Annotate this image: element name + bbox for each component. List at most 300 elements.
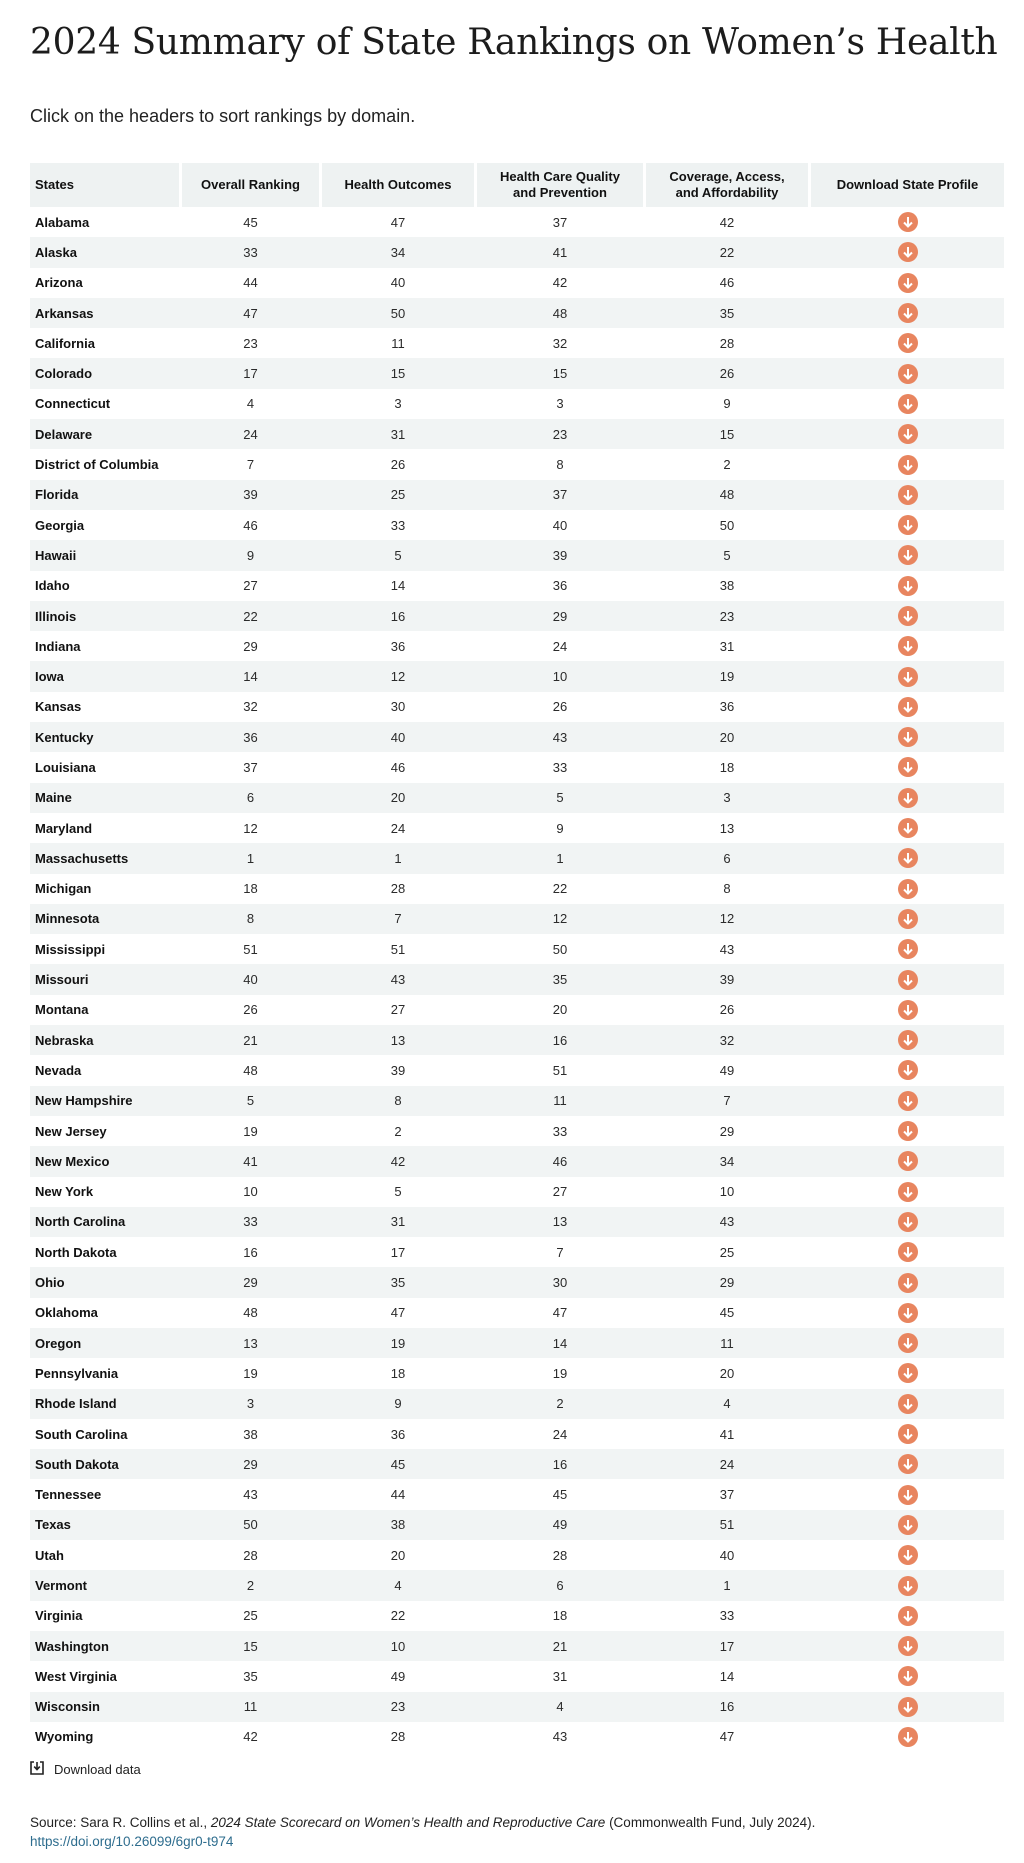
- table-row: [30, 1631, 1004, 1661]
- overall-ranking: 27: [182, 571, 322, 601]
- download-state-profile-cell: [811, 1025, 1004, 1055]
- health-outcomes-rank: 40: [322, 268, 477, 298]
- table-row: [30, 389, 1004, 419]
- health-care-quality-rank: 46: [477, 1146, 646, 1176]
- download-state-profile-cell: [811, 1207, 1004, 1237]
- state-name: California: [30, 328, 182, 358]
- table-row: [30, 1237, 1004, 1267]
- coverage-access-rank: 25: [646, 1237, 811, 1267]
- table-row: [30, 1025, 1004, 1055]
- doi-link[interactable]: https://doi.org/10.26099/6gr0-t974: [30, 1834, 234, 1849]
- download-state-profile-button[interactable]: [898, 909, 918, 929]
- arrow-down-circle-icon: [898, 1030, 918, 1050]
- download-state-profile-cell: [811, 843, 1004, 873]
- download-state-profile-cell: [811, 783, 1004, 813]
- health-care-quality-rank: 2: [477, 1389, 646, 1419]
- coverage-access-rank: 2: [646, 449, 811, 479]
- state-name: Rhode Island: [30, 1389, 182, 1419]
- state-name: Connecticut: [30, 389, 182, 419]
- arrow-down-circle-icon: [898, 1121, 918, 1141]
- download-state-profile-button[interactable]: [898, 727, 918, 747]
- overall-ranking: 4: [182, 389, 322, 419]
- download-state-profile-button[interactable]: [898, 1363, 918, 1383]
- download-state-profile-button[interactable]: [898, 1212, 918, 1232]
- arrow-down-circle-icon: [898, 848, 918, 868]
- state-name: Louisiana: [30, 752, 182, 782]
- table-row: [30, 813, 1004, 843]
- health-care-quality-rank: 36: [477, 571, 646, 601]
- download-state-profile-button[interactable]: [898, 212, 918, 232]
- health-outcomes-rank: 15: [322, 358, 477, 388]
- coverage-access-rank: 40: [646, 1540, 811, 1570]
- health-care-quality-rank: 9: [477, 813, 646, 843]
- health-care-quality-rank: 37: [477, 207, 646, 237]
- health-outcomes-rank: 46: [322, 752, 477, 782]
- state-name: Pennsylvania: [30, 1358, 182, 1388]
- coverage-access-rank: 29: [646, 1116, 811, 1146]
- health-care-quality-rank: 50: [477, 934, 646, 964]
- arrow-down-circle-icon: [898, 485, 918, 505]
- download-state-profile-button[interactable]: [898, 1182, 918, 1202]
- table-row: [30, 1692, 1004, 1722]
- state-name: Oklahoma: [30, 1298, 182, 1328]
- download-state-profile-cell: [811, 813, 1004, 843]
- state-name: Delaware: [30, 419, 182, 449]
- download-state-profile-cell: [811, 1267, 1004, 1297]
- health-care-quality-rank: 12: [477, 904, 646, 934]
- overall-ranking: 25: [182, 1601, 322, 1631]
- health-outcomes-rank: 43: [322, 964, 477, 994]
- overall-ranking: 44: [182, 268, 322, 298]
- page-subtitle: Click on the headers to sort rankings by domain.: [30, 106, 416, 126]
- download-state-profile-cell: [811, 964, 1004, 994]
- table-row: [30, 1207, 1004, 1237]
- state-name: Indiana: [30, 631, 182, 661]
- header-health-care-quality[interactable]: [477, 163, 646, 207]
- download-state-profile-cell: [811, 1722, 1004, 1752]
- state-name: Colorado: [30, 358, 182, 388]
- download-state-profile-button[interactable]: [898, 576, 918, 596]
- coverage-access-rank: 39: [646, 964, 811, 994]
- overall-ranking: 9: [182, 540, 322, 570]
- coverage-access-rank: 14: [646, 1661, 811, 1691]
- download-state-profile-button[interactable]: [898, 394, 918, 414]
- health-outcomes-rank: 31: [322, 1207, 477, 1237]
- header-overall-ranking[interactable]: [182, 163, 322, 207]
- overall-ranking: 6: [182, 783, 322, 813]
- coverage-access-rank: 45: [646, 1298, 811, 1328]
- arrow-down-circle-icon: [898, 1212, 918, 1232]
- table-row: [30, 934, 1004, 964]
- download-state-profile-cell: [811, 1540, 1004, 1570]
- state-name: Kansas: [30, 692, 182, 722]
- overall-ranking: 33: [182, 237, 322, 267]
- download-state-profile-button[interactable]: [898, 1636, 918, 1656]
- download-state-profile-button[interactable]: [898, 1424, 918, 1444]
- coverage-access-rank: 50: [646, 510, 811, 540]
- download-state-profile-button[interactable]: [898, 1485, 918, 1505]
- overall-ranking: 39: [182, 480, 322, 510]
- download-state-profile-button[interactable]: [898, 364, 918, 384]
- table-row: [30, 358, 1004, 388]
- health-care-quality-rank: 8: [477, 449, 646, 479]
- health-outcomes-rank: 19: [322, 1328, 477, 1358]
- health-outcomes-rank: 49: [322, 1661, 477, 1691]
- download-state-profile-cell: [811, 571, 1004, 601]
- overall-ranking: 5: [182, 1086, 322, 1116]
- state-name: Ohio: [30, 1267, 182, 1297]
- health-outcomes-rank: 30: [322, 692, 477, 722]
- download-state-profile-cell: [811, 540, 1004, 570]
- overall-ranking: 11: [182, 1692, 322, 1722]
- download-state-profile-cell: [811, 1510, 1004, 1540]
- coverage-access-rank: 26: [646, 995, 811, 1025]
- header-download-label: Download State Profile: [836, 177, 979, 192]
- health-care-quality-rank: 27: [477, 1177, 646, 1207]
- arrow-down-circle-icon: [898, 939, 918, 959]
- download-state-profile-button[interactable]: [898, 1060, 918, 1080]
- download-state-profile-cell: [811, 631, 1004, 661]
- state-name: Georgia: [30, 510, 182, 540]
- download-state-profile-cell: [811, 480, 1004, 510]
- download-state-profile-button[interactable]: [898, 818, 918, 838]
- arrow-down-circle-icon: [898, 1182, 918, 1202]
- download-state-profile-cell: [811, 389, 1004, 419]
- table-row: [30, 1055, 1004, 1085]
- arrow-down-circle-icon: [898, 1060, 918, 1080]
- source-prefix: Source: Sara R. Collins et al.,: [30, 1815, 211, 1830]
- overall-ranking: 7: [182, 449, 322, 479]
- table-row: [30, 631, 1004, 661]
- download-state-profile-button[interactable]: [898, 1545, 918, 1565]
- overall-ranking: 19: [182, 1358, 322, 1388]
- state-name: New Mexico: [30, 1146, 182, 1176]
- download-state-profile-button[interactable]: [898, 333, 918, 353]
- overall-ranking: 17: [182, 358, 322, 388]
- download-state-profile-button[interactable]: [898, 242, 918, 262]
- health-outcomes-rank: 16: [322, 601, 477, 631]
- health-outcomes-rank: 24: [322, 813, 477, 843]
- coverage-access-rank: 9: [646, 389, 811, 419]
- health-outcomes-rank: 34: [322, 237, 477, 267]
- coverage-access-rank: 49: [646, 1055, 811, 1085]
- coverage-access-rank: 24: [646, 1449, 811, 1479]
- header-health-outcomes[interactable]: [322, 163, 477, 207]
- table-row: [30, 1661, 1004, 1691]
- health-outcomes-rank: 23: [322, 1692, 477, 1722]
- overall-ranking: 29: [182, 1449, 322, 1479]
- health-care-quality-rank: 20: [477, 995, 646, 1025]
- state-name: Arizona: [30, 268, 182, 298]
- arrow-down-circle-icon: [898, 1363, 918, 1383]
- download-state-profile-button[interactable]: [898, 1697, 918, 1717]
- download-state-profile-button[interactable]: [898, 424, 918, 444]
- table-row: [30, 1358, 1004, 1388]
- download-state-profile-button[interactable]: [898, 273, 918, 293]
- arrow-down-circle-icon: [898, 636, 918, 656]
- overall-ranking: 15: [182, 1631, 322, 1661]
- health-care-quality-rank: 23: [477, 419, 646, 449]
- coverage-access-rank: 3: [646, 783, 811, 813]
- state-name: Minnesota: [30, 904, 182, 934]
- health-care-quality-rank: 39: [477, 540, 646, 570]
- health-care-quality-rank: 48: [477, 298, 646, 328]
- health-care-quality-rank: 14: [477, 1328, 646, 1358]
- download-state-profile-cell: [811, 661, 1004, 691]
- header-outcomes-label: Health Outcomes: [344, 177, 452, 192]
- download-state-profile-button[interactable]: [898, 848, 918, 868]
- overall-ranking: 23: [182, 328, 322, 358]
- table-row: [30, 1419, 1004, 1449]
- download-state-profile-cell: [811, 1298, 1004, 1328]
- health-care-quality-rank: 49: [477, 1510, 646, 1540]
- download-state-profile-cell: [811, 1449, 1004, 1479]
- coverage-access-rank: 35: [646, 298, 811, 328]
- arrow-down-circle-icon: [898, 1333, 918, 1353]
- table-row: [30, 328, 1004, 358]
- download-state-profile-button[interactable]: [898, 1454, 918, 1474]
- download-state-profile-button[interactable]: [898, 1273, 918, 1293]
- download-state-profile-button[interactable]: [898, 1030, 918, 1050]
- download-state-profile-button[interactable]: [898, 1727, 918, 1747]
- overall-ranking: 41: [182, 1146, 322, 1176]
- overall-ranking: 16: [182, 1237, 322, 1267]
- health-care-quality-rank: 15: [477, 358, 646, 388]
- health-outcomes-rank: 20: [322, 783, 477, 813]
- state-name: Virginia: [30, 1601, 182, 1631]
- download-state-profile-button[interactable]: [898, 970, 918, 990]
- coverage-access-rank: 51: [646, 1510, 811, 1540]
- table-row: [30, 449, 1004, 479]
- coverage-access-rank: 22: [646, 237, 811, 267]
- state-name: Vermont: [30, 1570, 182, 1600]
- coverage-access-rank: 32: [646, 1025, 811, 1055]
- health-care-quality-rank: 19: [477, 1358, 646, 1388]
- health-outcomes-rank: 38: [322, 1510, 477, 1540]
- state-name: Alabama: [30, 207, 182, 237]
- coverage-access-rank: 16: [646, 1692, 811, 1722]
- table-row: [30, 1298, 1004, 1328]
- overall-ranking: 45: [182, 207, 322, 237]
- health-care-quality-rank: 10: [477, 661, 646, 691]
- overall-ranking: 24: [182, 419, 322, 449]
- health-care-quality-rank: 18: [477, 1601, 646, 1631]
- health-outcomes-rank: 47: [322, 1298, 477, 1328]
- coverage-access-rank: 19: [646, 661, 811, 691]
- download-data-link[interactable]: [30, 1761, 141, 1778]
- arrow-down-circle-icon: [898, 212, 918, 232]
- health-outcomes-rank: 50: [322, 298, 477, 328]
- overall-ranking: 40: [182, 964, 322, 994]
- health-outcomes-rank: 11: [322, 328, 477, 358]
- download-state-profile-button[interactable]: [898, 1242, 918, 1262]
- download-state-profile-button[interactable]: [898, 1515, 918, 1535]
- table-row: [30, 1146, 1004, 1176]
- download-state-profile-button[interactable]: [898, 485, 918, 505]
- health-outcomes-rank: 42: [322, 1146, 477, 1176]
- overall-ranking: 48: [182, 1055, 322, 1085]
- overall-ranking: 50: [182, 1510, 322, 1540]
- overall-ranking: 38: [182, 1419, 322, 1449]
- coverage-access-rank: 34: [646, 1146, 811, 1176]
- health-outcomes-rank: 10: [322, 1631, 477, 1661]
- download-state-profile-cell: [811, 1146, 1004, 1176]
- arrow-down-circle-icon: [898, 364, 918, 384]
- state-name: Maryland: [30, 813, 182, 843]
- state-name: Nevada: [30, 1055, 182, 1085]
- coverage-access-rank: 15: [646, 419, 811, 449]
- state-name: Nebraska: [30, 1025, 182, 1055]
- health-outcomes-rank: 2: [322, 1116, 477, 1146]
- state-name: Florida: [30, 480, 182, 510]
- download-state-profile-button[interactable]: [898, 757, 918, 777]
- download-state-profile-button[interactable]: [898, 1394, 918, 1414]
- health-care-quality-rank: 37: [477, 480, 646, 510]
- health-outcomes-rank: 36: [322, 1419, 477, 1449]
- overall-ranking: 35: [182, 1661, 322, 1691]
- download-state-profile-cell: [811, 419, 1004, 449]
- coverage-access-rank: 38: [646, 571, 811, 601]
- download-state-profile-button[interactable]: [898, 1333, 918, 1353]
- coverage-access-rank: 20: [646, 722, 811, 752]
- health-care-quality-rank: 6: [477, 1570, 646, 1600]
- health-outcomes-rank: 51: [322, 934, 477, 964]
- page-title: 2024 Summary of State Rankings on Women’s Health: [30, 22, 998, 63]
- download-state-profile-button[interactable]: [898, 1303, 918, 1323]
- download-state-profile-cell: [811, 1389, 1004, 1419]
- download-state-profile-button[interactable]: [898, 1606, 918, 1626]
- arrow-down-circle-icon: [898, 576, 918, 596]
- arrow-down-circle-icon: [898, 394, 918, 414]
- table-row: [30, 1722, 1004, 1752]
- source-suffix: (Commonwealth Fund, July 2024).: [605, 1815, 816, 1830]
- header-overall-label: Overall Ranking: [201, 177, 300, 192]
- health-outcomes-rank: 26: [322, 449, 477, 479]
- download-state-profile-button[interactable]: [898, 788, 918, 808]
- table-row: [30, 540, 1004, 570]
- health-outcomes-rank: 25: [322, 480, 477, 510]
- table-row: [30, 661, 1004, 691]
- health-outcomes-rank: 28: [322, 874, 477, 904]
- arrow-down-circle-icon: [898, 1666, 918, 1686]
- overall-ranking: 10: [182, 1177, 322, 1207]
- arrow-down-circle-icon: [898, 757, 918, 777]
- state-name: Illinois: [30, 601, 182, 631]
- health-outcomes-rank: 28: [322, 1722, 477, 1752]
- download-state-profile-button[interactable]: [898, 303, 918, 323]
- download-state-profile-button[interactable]: [898, 455, 918, 475]
- overall-ranking: 2: [182, 1570, 322, 1600]
- download-state-profile-cell: [811, 1055, 1004, 1085]
- health-care-quality-rank: 42: [477, 268, 646, 298]
- overall-ranking: 8: [182, 904, 322, 934]
- coverage-access-rank: 18: [646, 752, 811, 782]
- download-state-profile-button[interactable]: [898, 879, 918, 899]
- arrow-down-circle-icon: [898, 1636, 918, 1656]
- download-state-profile-cell: [811, 1358, 1004, 1388]
- health-outcomes-rank: 9: [322, 1389, 477, 1419]
- download-state-profile-button[interactable]: [898, 606, 918, 626]
- download-state-profile-cell: [811, 449, 1004, 479]
- download-state-profile-button[interactable]: [898, 1121, 918, 1141]
- arrow-down-circle-icon: [898, 333, 918, 353]
- table-row: [30, 1267, 1004, 1297]
- download-state-profile-cell: [811, 1177, 1004, 1207]
- state-name: South Dakota: [30, 1449, 182, 1479]
- overall-ranking: 28: [182, 1540, 322, 1570]
- health-outcomes-rank: 39: [322, 1055, 477, 1085]
- health-care-quality-rank: 41: [477, 237, 646, 267]
- header-states[interactable]: [30, 163, 182, 207]
- download-state-profile-button[interactable]: [898, 667, 918, 687]
- overall-ranking: 36: [182, 722, 322, 752]
- download-state-profile-button[interactable]: [898, 545, 918, 565]
- arrow-down-circle-icon: [898, 242, 918, 262]
- overall-ranking: 22: [182, 601, 322, 631]
- header-states-label: States: [35, 177, 75, 192]
- state-name: Alaska: [30, 237, 182, 267]
- download-state-profile-button[interactable]: [898, 939, 918, 959]
- overall-ranking: 29: [182, 631, 322, 661]
- overall-ranking: 29: [182, 1267, 322, 1297]
- table-row: [30, 298, 1004, 328]
- arrow-down-circle-icon: [898, 1697, 918, 1717]
- overall-ranking: 14: [182, 661, 322, 691]
- download-state-profile-button[interactable]: [898, 1091, 918, 1111]
- state-name: Hawaii: [30, 540, 182, 570]
- download-state-profile-cell: [811, 1086, 1004, 1116]
- coverage-access-rank: 23: [646, 601, 811, 631]
- arrow-down-circle-icon: [898, 727, 918, 747]
- table-row: [30, 752, 1004, 782]
- download-state-profile-button[interactable]: [898, 697, 918, 717]
- coverage-access-rank: 43: [646, 934, 811, 964]
- arrow-down-circle-icon: [898, 970, 918, 990]
- header-coverage-label-line1: Coverage, Access,: [669, 169, 785, 184]
- source-report-title: 2024 State Scorecard on Women’s Health and Reproductive Care: [210, 1815, 606, 1830]
- table-row: [30, 1177, 1004, 1207]
- download-state-profile-cell: [811, 1631, 1004, 1661]
- table-row: [30, 843, 1004, 873]
- table-row: [30, 904, 1004, 934]
- coverage-access-rank: 48: [646, 480, 811, 510]
- download-state-profile-button[interactable]: [898, 1000, 918, 1020]
- arrow-down-circle-icon: [898, 1000, 918, 1020]
- arrow-down-circle-icon: [898, 1515, 918, 1535]
- download-state-profile-cell: [811, 874, 1004, 904]
- download-state-profile-button[interactable]: [898, 1576, 918, 1596]
- download-state-profile-cell: [811, 358, 1004, 388]
- arrow-down-circle-icon: [898, 303, 918, 323]
- header-coverage-access[interactable]: [646, 163, 811, 207]
- health-outcomes-rank: 18: [322, 1358, 477, 1388]
- download-state-profile-button[interactable]: [898, 636, 918, 656]
- download-state-profile-button[interactable]: [898, 515, 918, 535]
- state-name: South Carolina: [30, 1419, 182, 1449]
- arrow-down-circle-icon: [898, 1606, 918, 1626]
- state-name: Wisconsin: [30, 1692, 182, 1722]
- arrow-down-circle-icon: [898, 1242, 918, 1262]
- download-state-profile-button[interactable]: [898, 1151, 918, 1171]
- download-state-profile-button[interactable]: [898, 1666, 918, 1686]
- health-care-quality-rank: 5: [477, 783, 646, 813]
- overall-ranking: 26: [182, 995, 322, 1025]
- arrow-down-circle-icon: [898, 1394, 918, 1414]
- health-care-quality-rank: 16: [477, 1025, 646, 1055]
- overall-ranking: 19: [182, 1116, 322, 1146]
- health-outcomes-rank: 17: [322, 1237, 477, 1267]
- health-care-quality-rank: 30: [477, 1267, 646, 1297]
